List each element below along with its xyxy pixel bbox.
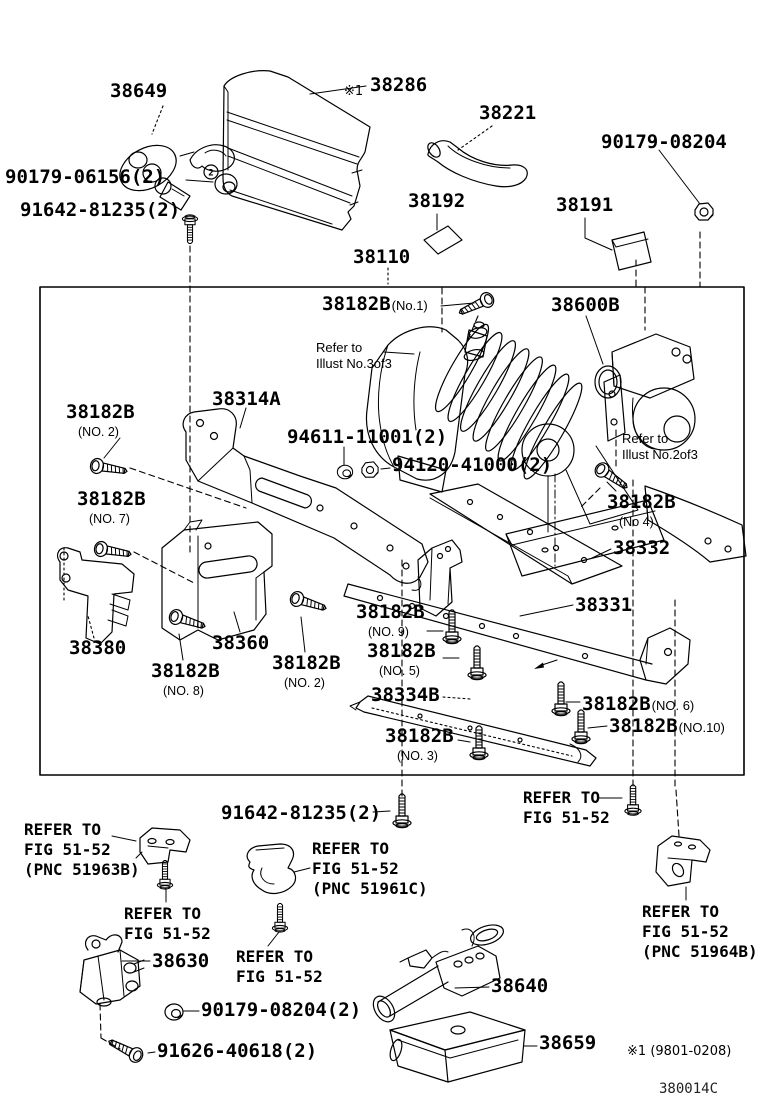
part-label-38191: 38191 — [556, 194, 614, 216]
note-line: FIG 51-52 — [523, 808, 610, 827]
part-no-index: (NO. 7) — [89, 512, 130, 526]
refer-fig-51963b-note — [24, 820, 140, 880]
bolt-38182b-no7-icon — [93, 540, 132, 561]
bolt-38182b-no8-icon — [168, 608, 208, 634]
part-label-38649: 38649 — [110, 80, 168, 102]
part-number: 38182B — [609, 715, 678, 737]
note-line: Illust No.2of3 — [622, 447, 698, 462]
bolt-91642-top-icon — [182, 215, 197, 244]
bolt-91642-bottom-icon — [393, 794, 411, 828]
part-label-90179-06156: 90179-06156(2) — [5, 166, 166, 188]
part-number: 38182B — [66, 401, 135, 423]
part-label-38640: 38640 — [491, 975, 549, 997]
pad-38191-drawing — [612, 232, 651, 270]
bracket-38380-drawing — [58, 548, 134, 644]
part-label-38182b-no2-top — [66, 403, 135, 439]
part-number: 38182B — [356, 601, 425, 623]
bolt-38182b-no10-icon — [572, 710, 590, 744]
bolt-38182b-no2-top-icon — [89, 457, 128, 478]
remote-control-38640-drawing — [369, 921, 506, 1025]
part-no-index: (NO.10) — [678, 720, 725, 735]
part-label-90179-08204: 90179-08204 — [601, 131, 727, 153]
grommet-90179-06156-icon — [204, 165, 237, 194]
part-no-index: (NO. 9) — [368, 625, 409, 639]
refer-fig-right-note — [523, 788, 610, 828]
bolt-51961c-icon — [272, 904, 287, 933]
part-no-index: (NO. 5) — [379, 664, 420, 678]
plate-38332-drawing — [430, 484, 622, 584]
note-line: (PNC 51961C) — [312, 879, 428, 898]
refer-fig-mid-note — [124, 904, 211, 944]
note-line: Refer to — [316, 340, 363, 355]
note-line: REFER TO — [24, 820, 102, 839]
note-line: REFER TO — [642, 902, 720, 921]
bolt-51963b-icon — [157, 861, 172, 890]
part-label-90179-08204-2: 90179-08204(2) — [201, 999, 362, 1021]
production-period-note — [627, 1044, 731, 1059]
part-label-38182b-no9 — [356, 603, 425, 639]
part-number: 38182B — [272, 652, 341, 674]
part-number: 38182B — [77, 488, 146, 510]
part-label-94611-11001: 94611-11001(2) — [287, 426, 448, 448]
refer-fig-51961c-note — [312, 839, 428, 899]
part-label-38110: 38110 — [353, 246, 411, 268]
note-line: FIG 51-52 — [312, 859, 399, 878]
refer-fig-lower-note — [236, 947, 323, 987]
drawing-code: 380014C — [659, 1081, 719, 1097]
part-no-index: (No 4) — [619, 515, 654, 529]
nut-90179-08204-icon — [695, 203, 713, 220]
nut-90179-08204b-icon — [165, 1004, 183, 1020]
part-no-index: (NO. 2) — [284, 676, 325, 690]
part-label-91642-81235-top: 91642-81235(2) — [20, 199, 181, 221]
hook-51961c-drawing — [247, 844, 295, 893]
bolt-38182b-no1-icon — [456, 290, 496, 319]
part-label-38314a: 38314A — [212, 388, 281, 410]
part-label-91642-81235-bottom: 91642-81235(2) — [221, 802, 382, 824]
bolt-38182b-no4-icon — [592, 460, 631, 494]
part-label-38182b-no1 — [322, 295, 428, 314]
footnote-marker: ※1 — [627, 1044, 647, 1059]
part-number: 38182B — [322, 293, 391, 315]
note-line: (PNC 51963B) — [24, 860, 140, 879]
refer-illust-2of3-note — [622, 431, 698, 463]
clip-qty-badge: 2 — [208, 168, 214, 179]
part-label-38630: 38630 — [152, 950, 210, 972]
part-label-38182b-no8 — [151, 662, 220, 698]
note-line: REFER TO — [523, 788, 601, 807]
part-label-38182b-no4 — [607, 493, 676, 529]
part-label-38182b-no6 — [582, 695, 694, 714]
part-label-38332: 38332 — [613, 537, 671, 559]
footnote-marker-38286: ※1 — [344, 84, 364, 99]
hose-38221-drawing — [425, 141, 527, 187]
solenoid-38630-drawing — [80, 935, 144, 1006]
part-label-38600b: 38600B — [551, 294, 620, 316]
part-number: 38182B — [582, 693, 651, 715]
refer-fig-51964b-note — [642, 902, 758, 962]
o-ring-38600b-icon — [595, 366, 621, 398]
part-label-38331: 38331 — [575, 594, 633, 616]
part-label-38192: 38192 — [408, 190, 466, 212]
part-label-91626-40618: 91626-40618(2) — [157, 1040, 318, 1062]
note-line: Illust No.3of3 — [316, 356, 392, 371]
bolt-38182b-no5-icon — [468, 646, 486, 680]
bolt-38182b-no2-bottom-icon — [289, 590, 329, 616]
part-no-index: (NO. 2) — [78, 425, 119, 439]
note-line: (PNC 51964B) — [642, 942, 758, 961]
note-line: FIG 51-52 — [24, 840, 111, 859]
bolt-91626-icon — [105, 1034, 145, 1064]
note-line: REFER TO — [236, 947, 314, 966]
part-label-94120-41000: 94120-41000(2) — [392, 454, 553, 476]
part-label-38182b-no2-bottom — [272, 654, 341, 690]
part-label-38182b-no7 — [77, 490, 146, 526]
part-number: 38182B — [607, 491, 676, 513]
nut-94611-icon — [337, 465, 352, 479]
part-label-38659: 38659 — [539, 1032, 597, 1054]
part-label-38360: 38360 — [212, 632, 270, 654]
bracket-51963b-drawing — [136, 828, 190, 864]
note-line: FIG 51-52 — [642, 922, 729, 941]
part-label-38286: 38286 — [370, 74, 428, 96]
part-label-38380: 38380 — [69, 637, 127, 659]
production-range: (9801-0208) — [650, 1044, 732, 1059]
bolt-refer-right-icon — [625, 785, 641, 815]
note-line: REFER TO — [312, 839, 390, 858]
part-no-index: (NO. 6) — [651, 698, 695, 713]
nut-94120-icon — [362, 462, 378, 477]
part-label-38182b-no3 — [385, 727, 454, 763]
part-no-index: (NO. 8) — [163, 684, 204, 698]
part-label-38221: 38221 — [479, 102, 537, 124]
bolt-38182b-no6-icon — [552, 682, 570, 716]
part-no-index: (No.1) — [391, 298, 428, 313]
part-number: 38182B — [385, 725, 454, 747]
note-line: REFER TO — [124, 904, 202, 923]
part-number: 38182B — [151, 660, 220, 682]
note-line: Refer to — [622, 431, 669, 446]
part-label-38334b: 38334B — [371, 684, 440, 706]
part-label-38182b-no10 — [609, 717, 725, 736]
refer-illust-3of3-note — [316, 340, 392, 372]
bolt-38182b-no3-icon — [470, 726, 488, 760]
note-line: FIG 51-52 — [124, 924, 211, 943]
part-no-index: (NO. 3) — [397, 749, 438, 763]
storage-case-38659-drawing — [388, 1012, 525, 1082]
part-label-38182b-no5 — [367, 642, 436, 678]
note-line: FIG 51-52 — [236, 967, 323, 986]
bolt-38182b-no9-icon — [443, 610, 461, 644]
bracket-38360-drawing — [162, 520, 272, 640]
pad-38192-drawing — [424, 226, 462, 254]
part-number: 38182B — [367, 640, 436, 662]
bracket-51964b-drawing — [656, 836, 710, 886]
